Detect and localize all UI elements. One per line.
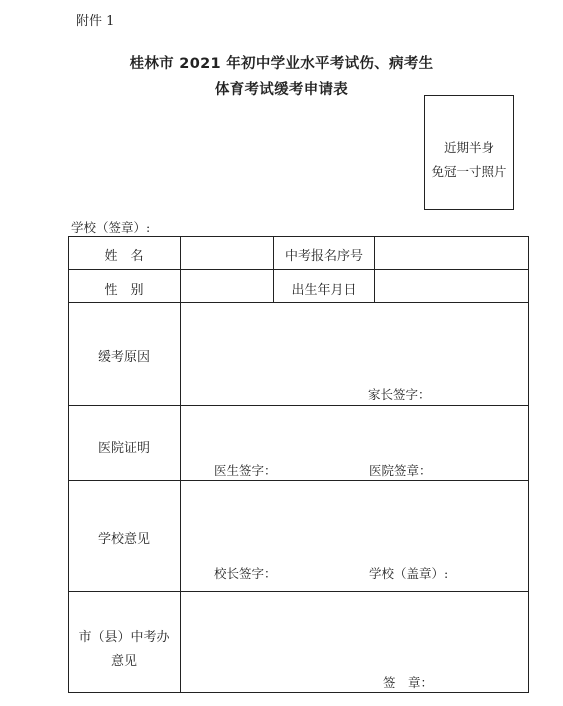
- school-seal-label: 学校（盖章）:: [369, 566, 449, 581]
- photo-box: [424, 95, 514, 210]
- table-row-line: [68, 480, 529, 481]
- table-border-bottom: [68, 692, 529, 693]
- table-border-left: [68, 236, 69, 693]
- school-opinion-label: 学校意见: [97, 532, 150, 547]
- sign-stamp-label: 签 章：: [383, 675, 434, 690]
- form-title-line2: 体育考试缓考申请表: [214, 82, 349, 98]
- name-field[interactable]: [181, 237, 273, 269]
- birth-field[interactable]: [375, 270, 528, 302]
- gender-label: 性 别: [104, 283, 144, 298]
- city-office-label-line2: 意见: [110, 654, 137, 669]
- gender-field[interactable]: [181, 270, 273, 302]
- name-label: 姓 名: [104, 249, 144, 264]
- doctor-sign-label: 医生签字：: [214, 463, 277, 478]
- exam-seq-label: 中考报名序号: [284, 249, 363, 264]
- school-stamp-label: 学校（签章）:: [71, 220, 151, 235]
- table-row-line: [68, 405, 529, 406]
- photo-label-line1: 近期半身: [443, 140, 494, 155]
- exam-seq-field[interactable]: [375, 237, 528, 269]
- table-border-right: [528, 236, 529, 693]
- table-row-line: [68, 591, 529, 592]
- attachment-label: 附件 1: [76, 14, 115, 29]
- principal-sign-label: 校长签字：: [214, 566, 277, 581]
- birth-label: 出生年月日: [291, 283, 357, 298]
- photo-label-line2: 免冠一寸照片: [431, 164, 507, 179]
- table-col-line: [180, 236, 181, 693]
- hospital-stamp-label: 医院签章：: [369, 463, 432, 478]
- table-row-line: [68, 302, 529, 303]
- reason-label: 缓考原因: [97, 350, 150, 365]
- parent-sign-label: 家长签字：: [368, 387, 431, 402]
- form-title-line1: 桂林市 2021 年初中学业水平考试伤、病考生: [129, 56, 434, 72]
- hospital-label: 医院证明: [97, 441, 150, 456]
- city-office-label-line1: 市（县）中考办: [78, 630, 170, 645]
